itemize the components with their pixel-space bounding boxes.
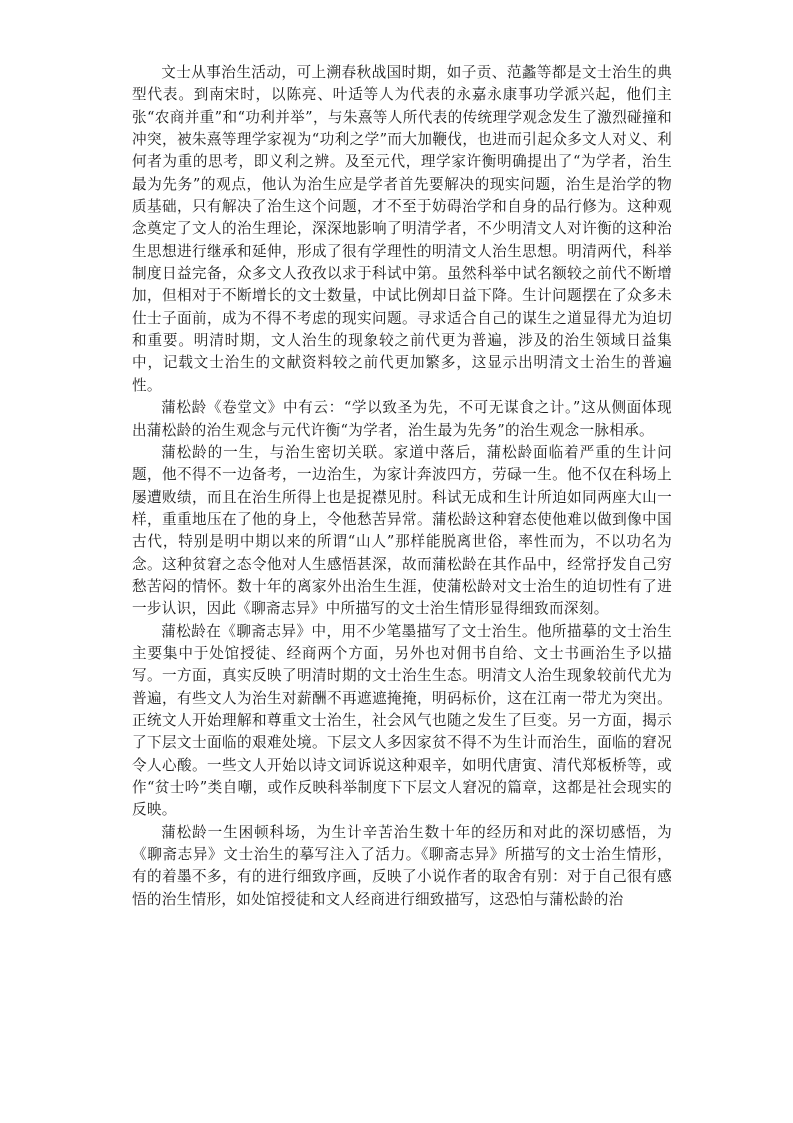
paragraph-5: 蒲松龄一生困顿科场，为生计辛苦治生数十年的经历和对此的深切感悟，为《聊斋志异》文士治生的摹写注入了活力。《聊斋志异》所描写的文士治生情形，有的着墨不多，有的进行细致序画，反映了小说作者的取舍有别：对于自己很有感悟的治生情形，如处馆授徒和文人经商进行细致描写，这恐怕与蒲松龄的治 [132,823,672,908]
paragraph-4: 蒲松龄在《聊斋志异》中，用不少笔墨描写了文士治生。他所描摹的文士治生主要集中于处馆授徒、经商两个方面，另外也对佣书自给、文士书画治生予以描写。一方面，真实反映了明清时期的文士治生生态。明清文人治生现象较前代尤为普遍，有些文人为治生对薪酬不再遮遮掩掩，明码标价，这在江南一带尤为突出。正统文人开始理解和尊重文士治生，社会风气也随之发生了巨变。另一方面，揭示了下层文士面临的艰难处境。下层文人多因家贫不得不为生计而治生，面临的窘况令人心酸。一些文人开始以诗文词诉说这种艰辛，如明代唐寅、清代郑板桥等，或作“贫士吟”类自嘲，或作反映科举制度下下层文人窘况的篇章，这都是社会现实的反映。 [132,622,672,819]
paragraph-3: 蒲松龄的一生，与治生密切关联。家道中落后，蒲松龄面临着严重的生计问题，他不得不一边备考，一边治生，为家计奔波四方，劳碌一生。他不仅在科场上屡遭败绩，而且在治生所得上也是捉襟见肘。科试无成和生计所迫如同两座大山一样，重重地压在了他的身上，令他愁苦异常。蒲松龄这种窘态使他难以做到像中国古代，特别是明中期以来的所谓“山人”那样能脱离世俗，率性而为，不以功名为念。这种贫窘之态令他对人生感悟甚深，故而蒲松龄在其作品中，经常抒发自己穷愁苦闷的情怀。数十年的离家外出治生生涯，使蒲松龄对文士治生的迫切性有了进一步认识，因此《聊斋志异》中所描写的文士治生情形显得细致而深刻。 [132,443,672,618]
paragraph-2: 蒲松龄《卷堂文》中有云：“学以致圣为先，不可无谋食之计。”这从侧面体现出蒲松龄的治生观念与元代许衡“为学者，治生最为先务”的治生观念一脉相承。 [132,399,672,439]
document-body [132,62,672,911]
paragraph-1: 文士从事治生活动，可上溯春秋战国时期，如子贡、范蠡等都是文士治生的典型代表。到南宋时，以陈亮、叶适等人为代表的永嘉永康事功学派兴起，他们主张“农商并重”和“功利并举”，与朱熹等人所代表的传统理学观念发生了激烈碰撞和冲突，被朱熹等理学家视为“功利之学”而大加鞭伐，也进而引起众多文人对义、利何者为重的思考，即义利之辨。及至元代，理学家许衡明确提出了“为学者，治生最为先务”的观点，他认为治生应是学者首先要解决的现实问题，治生是治学的物质基础，只有解决了治生这个问题，才不至于妨碍治学和自身的品行修为。这种观念奠定了文人的治生理论，深深地影响了明清学者，不少明清文人对许衡的这种治生思想进行继承和延伸，形成了很有学理性的明清文人治生思想。明清两代，科举制度日益完备，众多文人孜孜以求于科试中第。虽然科举中试名额较之前代不断增加，但相对于不断增长的文士数量，中试比例却日益下降。生计问题摆在了众多未仕士子面前，成为不得不考虑的现实问题。寻求适合自己的谋生之道显得尤为迫切和重要。明清时期，文人治生的现象较之前代更为普遍，涉及的治生领域日益集中，记载文士治生的文献资料较之前代更加繁多，这显示出明清文士治生的普遍性。 [132,64,672,394]
